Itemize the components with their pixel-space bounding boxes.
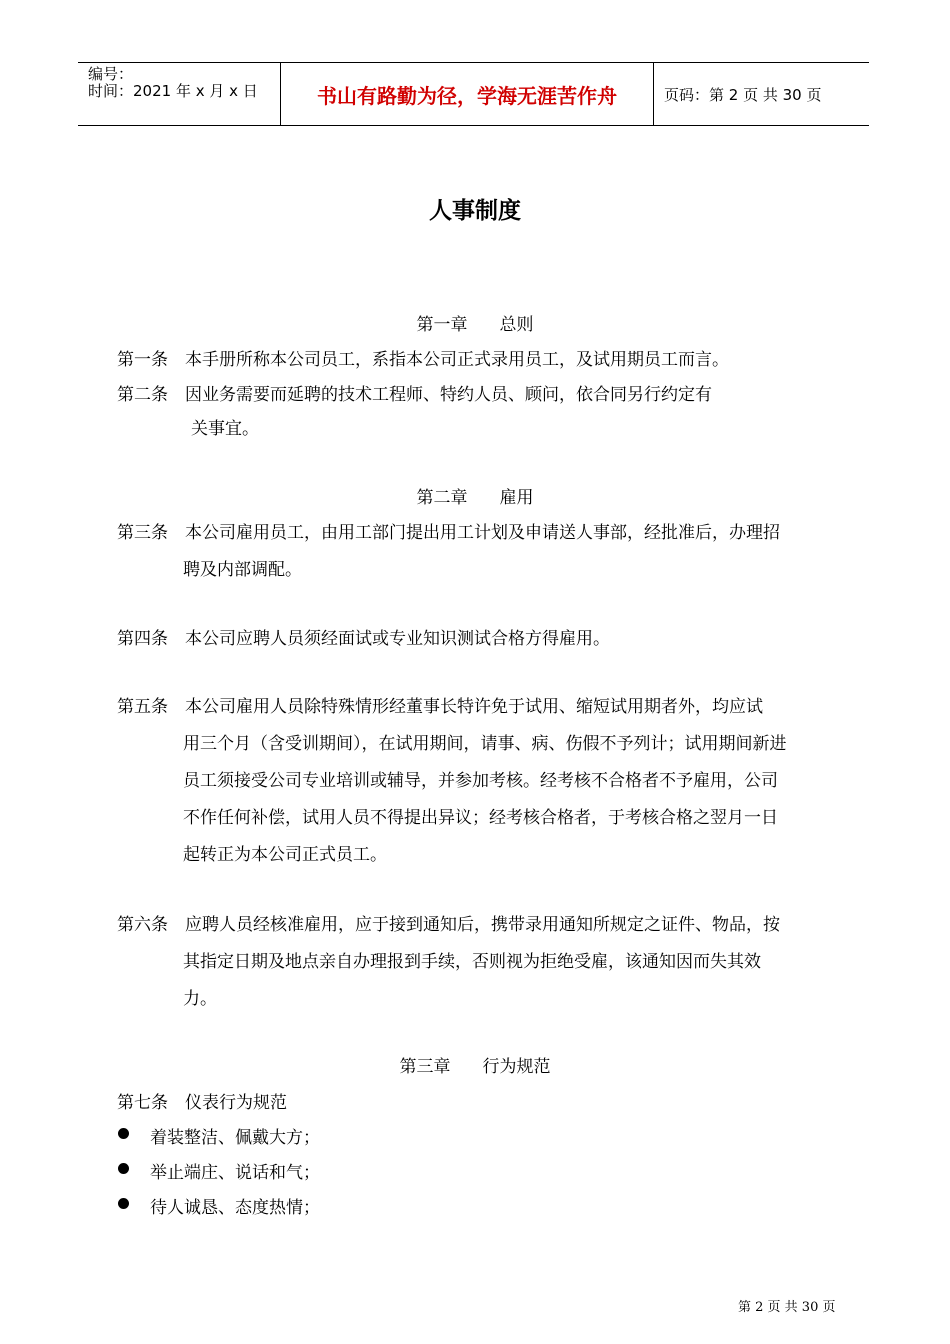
article-1: 第一条 本手册所称本公司员工，系指本公司正式录用员工，及试用期员工而言。 (117, 350, 729, 370)
article-6-cont: 力。 (183, 989, 217, 1009)
article-5-cont: 员工须接受公司专业培训或辅导，并参加考核。经考核不合格者不予雇用，公司 (183, 771, 778, 791)
page-footer: 第 2 页 共 30 页 (738, 1300, 836, 1315)
list-item: 着装整洁、佩戴大方； (150, 1128, 320, 1148)
chapter-heading: 第三章 行为规范 (399, 1057, 551, 1077)
article-3-cont: 聘及内部调配。 (183, 560, 302, 580)
list-item: 待人诚恳、态度热情； (150, 1198, 320, 1218)
header-meta (88, 66, 258, 100)
code-label: 编号： (88, 65, 134, 83)
article-2-cont: 关事宜。 (191, 419, 259, 439)
article-5: 第五条 本公司雇用人员除特殊情形经董事长特许免于试用、缩短试用期者外，均应试 (117, 697, 763, 717)
article-7: 第七条 仪表行为规范 (117, 1093, 287, 1113)
header-motto: 书山有路勤为径，学海无涯苦作舟 (317, 83, 617, 108)
chapter-heading: 第二章 雇用 (416, 488, 534, 508)
bullet-icon (118, 1128, 129, 1139)
article-6-cont: 其指定日期及地点亲自办理报到手续，否则视为拒绝受雇，该通知因而失其效 (183, 952, 761, 972)
bullet-icon (118, 1163, 129, 1174)
article-5-cont: 起转正为本公司正式员工。 (183, 845, 387, 865)
article-4: 第四条 本公司应聘人员须经面试或专业知识测试合格方得雇用。 (117, 629, 610, 649)
list-item: 举止端庄、说话和气； (150, 1163, 320, 1183)
time-label: 时间：2021 年 x 月 x 日 (88, 82, 258, 100)
bullet-icon (118, 1198, 129, 1209)
article-5-cont: 不作任何补偿，试用人员不得提出异议；经考核合格者，于考核合格之翌月一日 (183, 808, 778, 828)
page-header (78, 62, 869, 126)
chapter-heading: 第一章 总则 (416, 315, 534, 335)
article-3: 第三条 本公司雇用员工，由用工部门提出用工计划及申请送人事部，经批准后，办理招 (117, 523, 780, 543)
document-title: 人事制度 (429, 198, 521, 224)
article-2: 第二条 因业务需要而延聘的技术工程师、特约人员、顾问，依合同另行约定有 (117, 385, 712, 405)
header-page-number: 页码：第 2 页 共 30 页 (664, 85, 822, 104)
article-6: 第六条 应聘人员经核准雇用，应于接到通知后，携带录用通知所规定之证件、物品，按 (117, 915, 780, 935)
header-divider (653, 63, 654, 125)
article-5-cont: 用三个月（含受训期间），在试用期间，请事、病、伤假不予列计；试用期间新进 (183, 734, 787, 754)
